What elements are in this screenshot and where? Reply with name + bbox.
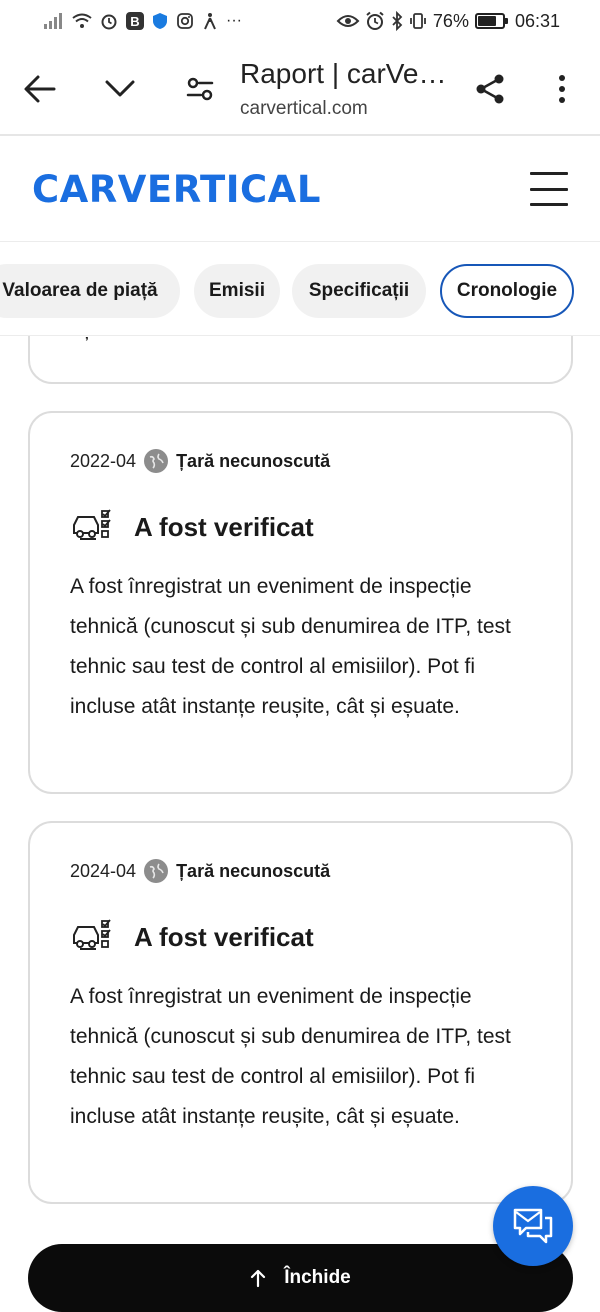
tab-specifications[interactable]: Specificații: [292, 264, 426, 318]
more-notifications-indicator: ···: [226, 12, 242, 29]
timeline-content: [0, 336, 600, 1300]
alarm-icon: [100, 11, 118, 31]
menu-line: [530, 172, 568, 175]
event-description: A fost înregistrat un eveniment de inspecție tehnică (cunoscut și sub denumirea de ITP, test tehnic sau test de control al emisiilor). Pot fi incluse atât instanțe reușite, cât și eșuate.: [70, 575, 511, 718]
chat-bubble-icon: [512, 1206, 554, 1246]
event-country: Țară necunoscută: [176, 450, 331, 471]
battery-icon: [475, 13, 505, 29]
tab-timeline[interactable]: Cronologie: [440, 264, 574, 318]
menu-line: [530, 188, 568, 191]
back-button[interactable]: [10, 59, 70, 119]
inspection-checklist-icon: [70, 507, 116, 548]
event-title: A fost verificat: [134, 512, 314, 542]
menu-button[interactable]: [530, 172, 568, 206]
shield-icon: [152, 11, 168, 31]
more-options-button[interactable]: [532, 59, 592, 119]
globe-icon: [144, 449, 168, 473]
arrow-left-icon: [24, 75, 56, 103]
chevron-down-icon: [104, 79, 136, 99]
inspection-checklist-icon: [70, 917, 116, 958]
event-country: Țară necunoscută: [176, 860, 331, 881]
timeline-card: [28, 821, 573, 1204]
instagram-icon: [176, 11, 194, 31]
eye-icon: [337, 11, 359, 31]
close-report-button[interactable]: [28, 1244, 573, 1312]
carvertical-logo[interactable]: CARVERTICAL: [32, 168, 321, 211]
clock-time: 06:31: [514, 10, 560, 31]
tune-icon: [186, 76, 214, 102]
page-title[interactable]: Raport | carVe…: [240, 58, 447, 89]
browser-toolbar: [0, 42, 600, 136]
chat-button[interactable]: [493, 1186, 573, 1266]
person-walk-icon: [202, 11, 218, 31]
battery-percent: 76%: [432, 10, 469, 31]
event-title: A fost verificat: [134, 922, 314, 952]
tab-market-value[interactable]: Valoarea de piață: [0, 264, 180, 318]
event-date: 2022-04: [70, 450, 137, 471]
notification-b-icon: B: [126, 12, 144, 30]
collapse-button[interactable]: [90, 59, 150, 119]
status-bar: [0, 0, 600, 42]
wifi-icon: [72, 11, 92, 31]
alarm-clock-icon: [365, 11, 385, 31]
close-button-label: Închide: [284, 1267, 351, 1288]
site-header: [0, 136, 600, 242]
menu-line: [530, 203, 568, 206]
more-vertical-icon: [558, 74, 566, 104]
share-button[interactable]: [460, 59, 520, 119]
event-description: A fost înregistrat un eveniment de inspecție tehnică (cunoscut și sub denumirea de ITP, test tehnic sau test de control al emisiilor). Pot fi incluse atât instanțe reușite, cât și eșuate.: [70, 985, 511, 1128]
section-tabs: [0, 242, 600, 336]
arrow-up-icon: [250, 1269, 266, 1287]
bluetooth-icon: [391, 11, 403, 31]
vibrate-icon: [409, 11, 427, 31]
timeline-card: [28, 411, 573, 794]
event-date: 2024-04: [70, 860, 137, 881]
share-icon: [474, 73, 506, 105]
page-url[interactable]: carvertical.com: [240, 98, 368, 119]
site-settings-button[interactable]: [170, 59, 230, 119]
globe-icon: [144, 859, 168, 883]
tab-emissions[interactable]: Emisii: [194, 264, 280, 318]
signal-icon: [44, 11, 64, 31]
